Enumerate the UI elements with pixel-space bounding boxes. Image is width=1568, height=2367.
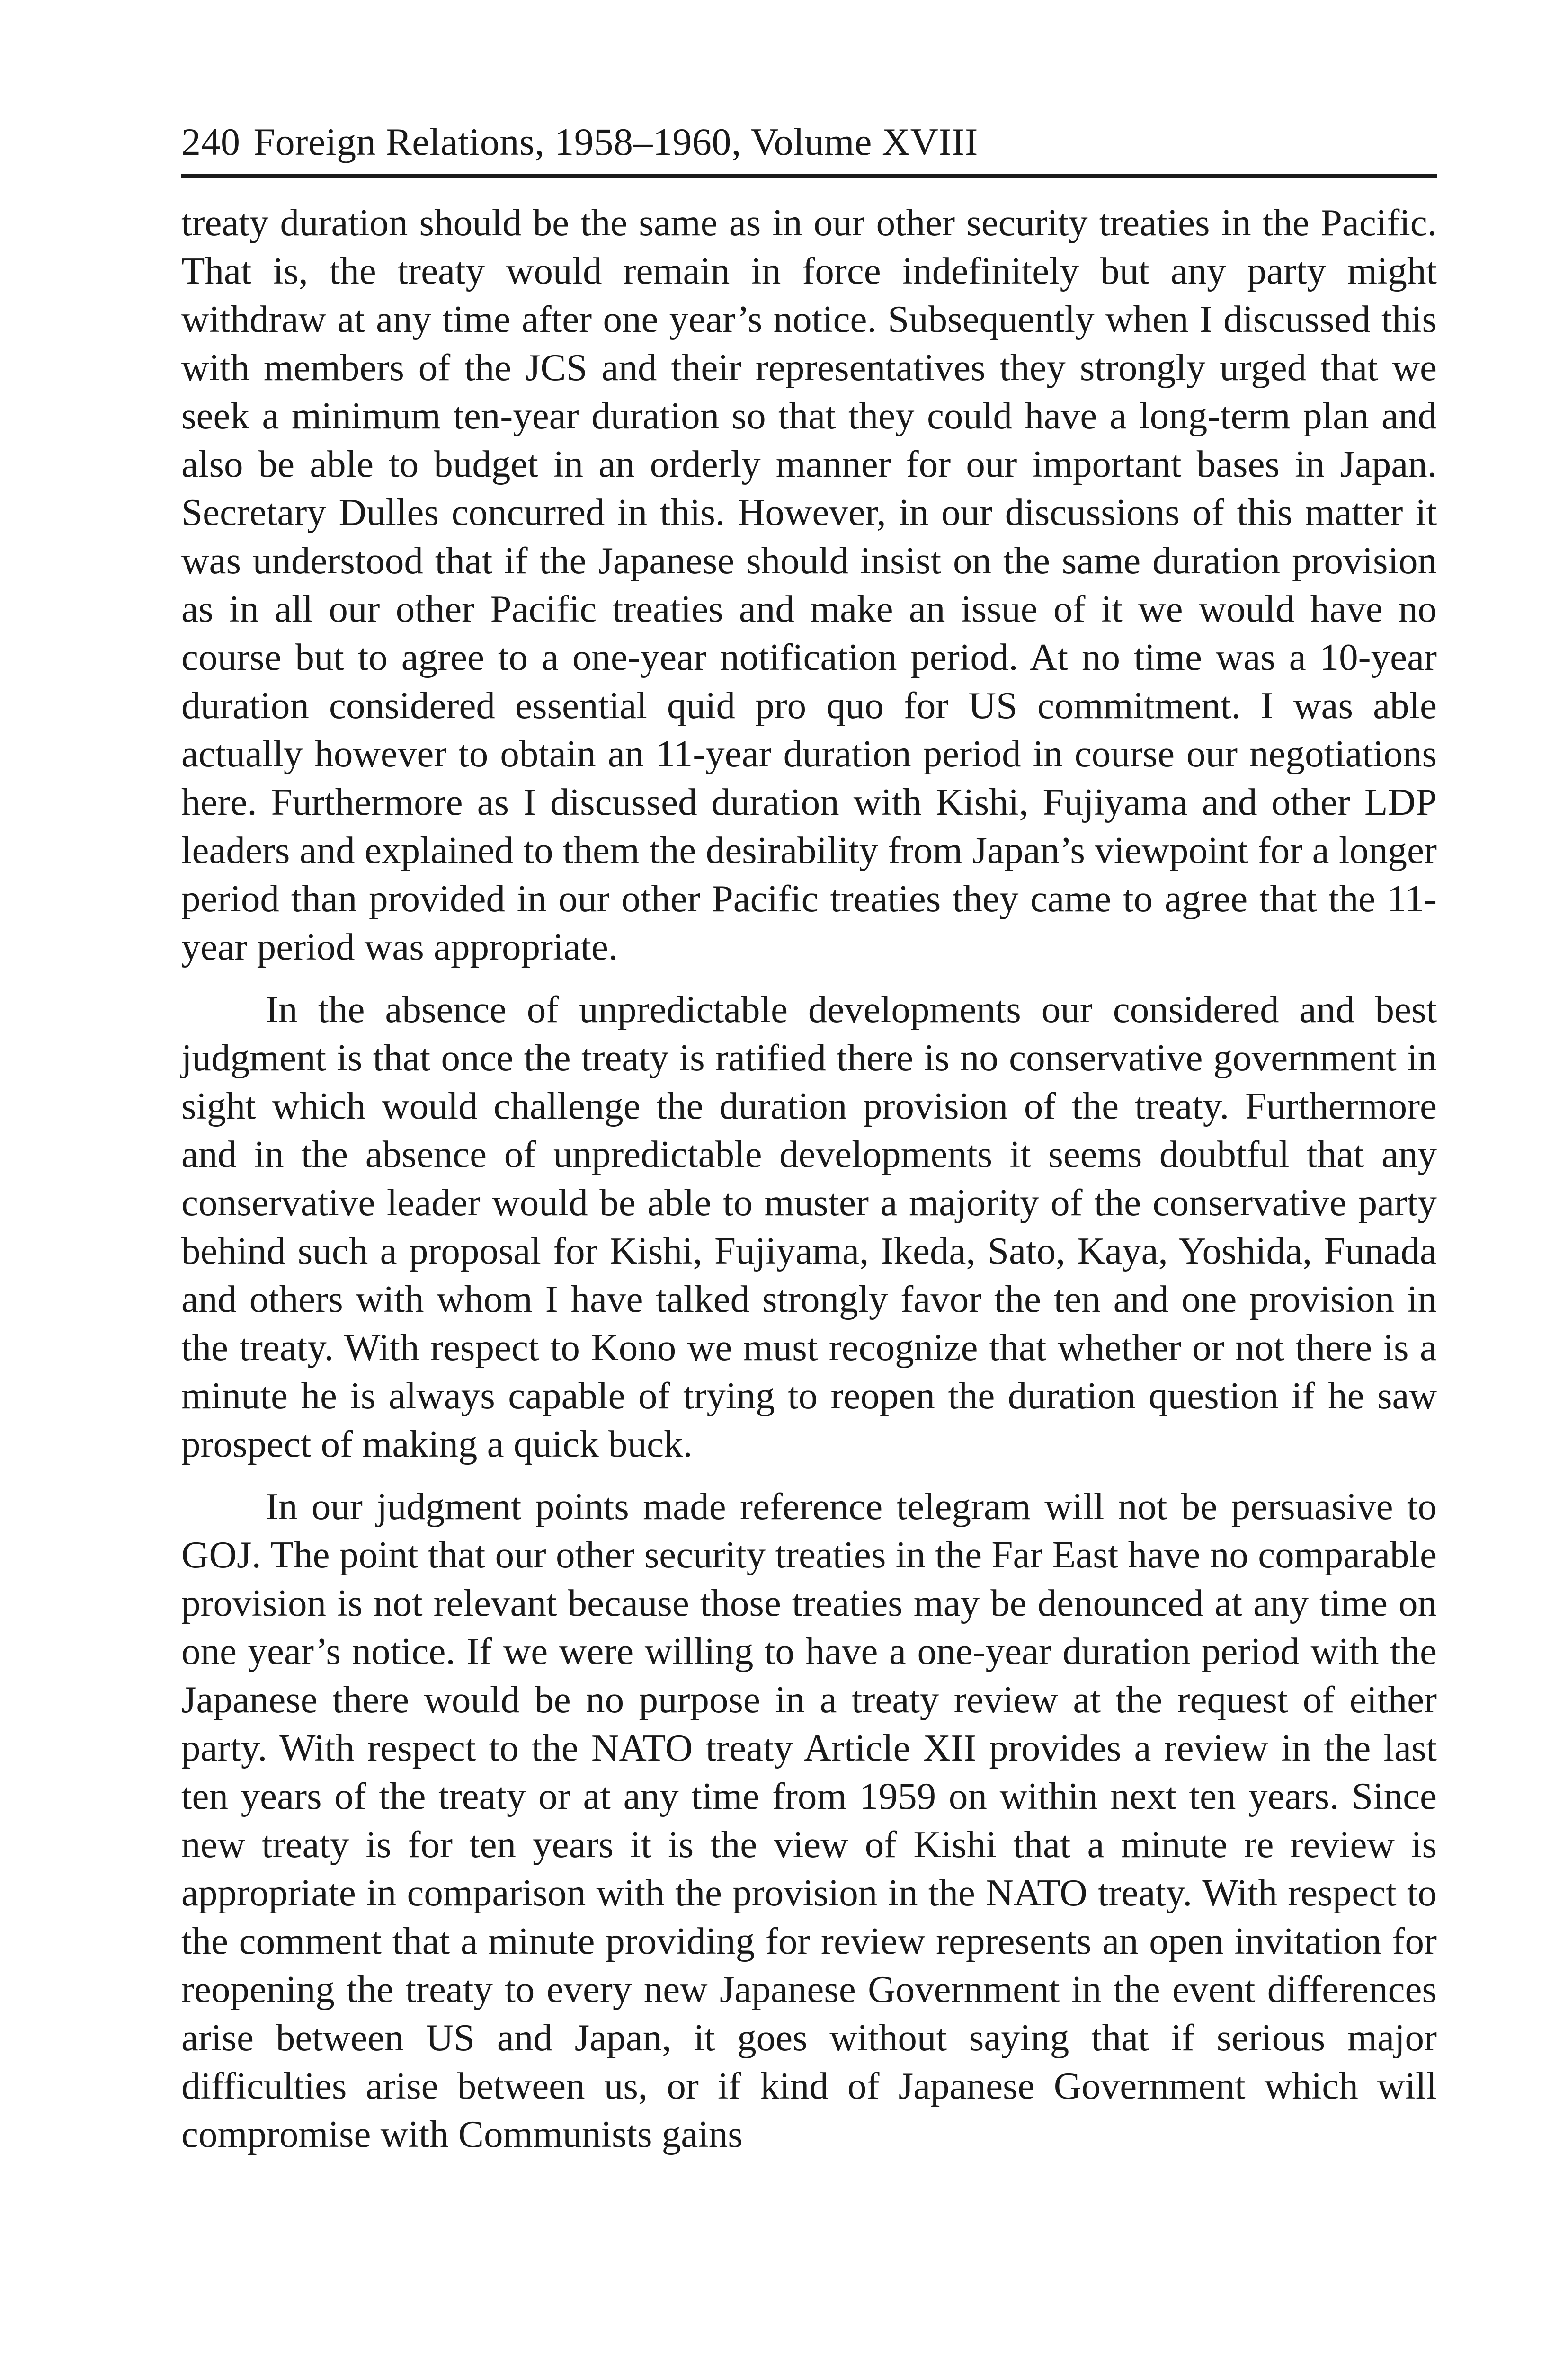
page-number: 240 [181,120,241,163]
running-header [181,118,1437,178]
publication-title: Foreign Relations, 1958–1960, Volume XVIII [253,120,978,163]
paragraph: In the absence of unpredictable developments our considered and best judgment is that once the treaty is ratified there is no conservative government in sight which would challenge the duration provision of the treaty. Furthermore and in the absence of unpredictable developments it seems doubtful that any conservative leader would be able to muster a majority of the conservative party behind such a proposal for Kishi, Fujiyama, Ikeda, Sato, Kaya, Yoshida, Funada and others with whom I have talked strongly favor the ten and one provision in the treaty. With respect to Kono we must recognize that whether or not there is a minute he is always capable of trying to reopen the duration question if he saw prospect of making a quick buck. [181,988,1437,1465]
paragraph-continued: treaty duration should be the same as in our other security treaties in the Pacific. That is, the treaty would remain in force indefinitely but any party might withdraw at any time after one year’s notice. Subsequently when I discussed this with members of the JCS and their representatives they strongly urged that we seek a minimum ten-year duration so that they could have a long-term plan and also be able to budget in an orderly manner for our important bases in Japan. Secretary Dulles concurred in this. However, in our discussions of this matter it was understood that if the Japanese should insist on the same duration provision as in all our other Pacific treaties and make an issue of it we would have no course but to agree to a one-year notification period. At no time was a 10-year duration considered essential quid pro quo for US commitment. I was able actually however to obtain an 11-year duration period in course our negotiations here. Furthermore as I discussed duration with Kishi, Fujiyama and other LDP leaders and explained to them the desirability from Japan’s viewpoint for a longer period than provided in our other Pacific treaties they came to agree that the 11-year period was appropriate. [181,201,1437,968]
document-page [181,118,1437,2158]
paragraph: In our judgment points made reference telegram will not be persuasive to GOJ. The point that our other security treaties in the Far East have no comparable provision is not relevant because those treaties may be denounced at any time on one year’s notice. If we were willing to have a one-year duration period with the Japanese there would be no purpose in a treaty review at the request of either party. With respect to the NATO treaty Article XII provides a review in the last ten years of the treaty or at any time from 1959 on within next ten years. Since new treaty is for ten years it is the view of Kishi that a minute re review is appropriate in comparison with the provision in the NATO treaty. With respect to the comment that a minute providing for review represents an open invitation for reopening the treaty to every new Japanese Government in the event differences arise between US and Japan, it goes without saying that if serious major difficulties arise between us, or if kind of Japanese Government which will compromise with Communists gains [181,1485,1437,2155]
body-text [181,198,1437,2158]
